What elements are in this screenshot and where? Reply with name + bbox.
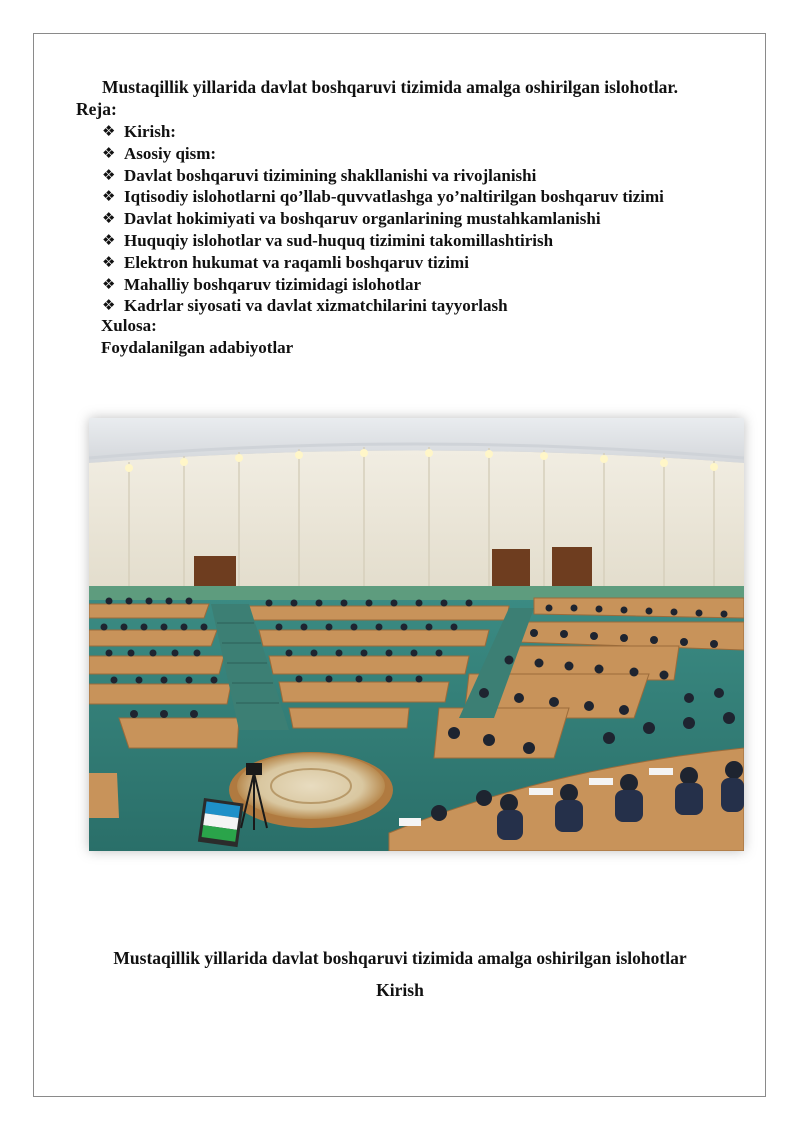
plan-item <box>102 165 664 187</box>
plan-item-text: Davlat boshqaruvi tizimining shakllanishi va rivojlanishi <box>124 165 537 185</box>
diamond-bullet-icon: ❖ <box>102 230 116 249</box>
diamond-bullet-icon: ❖ <box>102 274 116 293</box>
plan-item-text: Iqtisodiy islohotlarni qo’llab-quvvatlashga yo’naltirilgan boshqaruv tizimi <box>124 187 664 207</box>
diamond-bullet-icon: ❖ <box>102 143 116 162</box>
plan-list <box>102 121 664 317</box>
plan-item-text: Kadrlar siyosati va davlat xizmatchilarini tayyorlash <box>124 296 508 316</box>
plan-item-text: Kirish: <box>124 122 176 141</box>
plan-item <box>102 208 664 230</box>
plan-item-text: Davlat hokimiyati va boshqaruv organlarining mustahkamlanishi <box>124 209 601 229</box>
plan-item <box>102 274 664 296</box>
plan-label: Reja: <box>76 99 117 119</box>
section-heading: Mustaqillik yillarida davlat boshqaruvi tizimida amalga oshirilgan islohotlar <box>113 948 687 968</box>
plan-item <box>102 186 664 208</box>
plan-item-text: Asosiy qism: <box>124 143 217 163</box>
diamond-bullet-icon: ❖ <box>102 122 116 140</box>
references-label: Foydalanilgan adabiyotlar <box>101 338 294 357</box>
parliament-hall-photo <box>89 418 744 851</box>
parliament-hall-illustration <box>89 418 744 851</box>
section-subheading: Kirish <box>376 980 424 1000</box>
plan-item <box>102 143 664 165</box>
plan-item-text: Huquqiy islohotlar va sud-huquq tizimini takomillashtirish <box>124 230 554 250</box>
plan-item <box>102 252 664 274</box>
diamond-bullet-icon: ❖ <box>102 165 116 184</box>
plan-item <box>102 295 664 317</box>
plan-item-text: Elektron hukumat va raqamli boshqaruv tizimi <box>124 252 469 272</box>
conclusion-label: Xulosa: <box>101 316 157 335</box>
diamond-bullet-icon: ❖ <box>102 187 116 206</box>
document-title: Mustaqillik yillarida davlat boshqaruvi tizimida amalga oshirilgan islohotlar. <box>102 77 678 97</box>
diamond-bullet-icon: ❖ <box>102 296 116 315</box>
diamond-bullet-icon: ❖ <box>102 252 116 271</box>
plan-item-text: Mahalliy boshqaruv tizimidagi islohotlar <box>124 274 422 294</box>
diamond-bullet-icon: ❖ <box>102 209 116 228</box>
plan-item <box>102 230 664 252</box>
plan-item <box>102 121 664 143</box>
